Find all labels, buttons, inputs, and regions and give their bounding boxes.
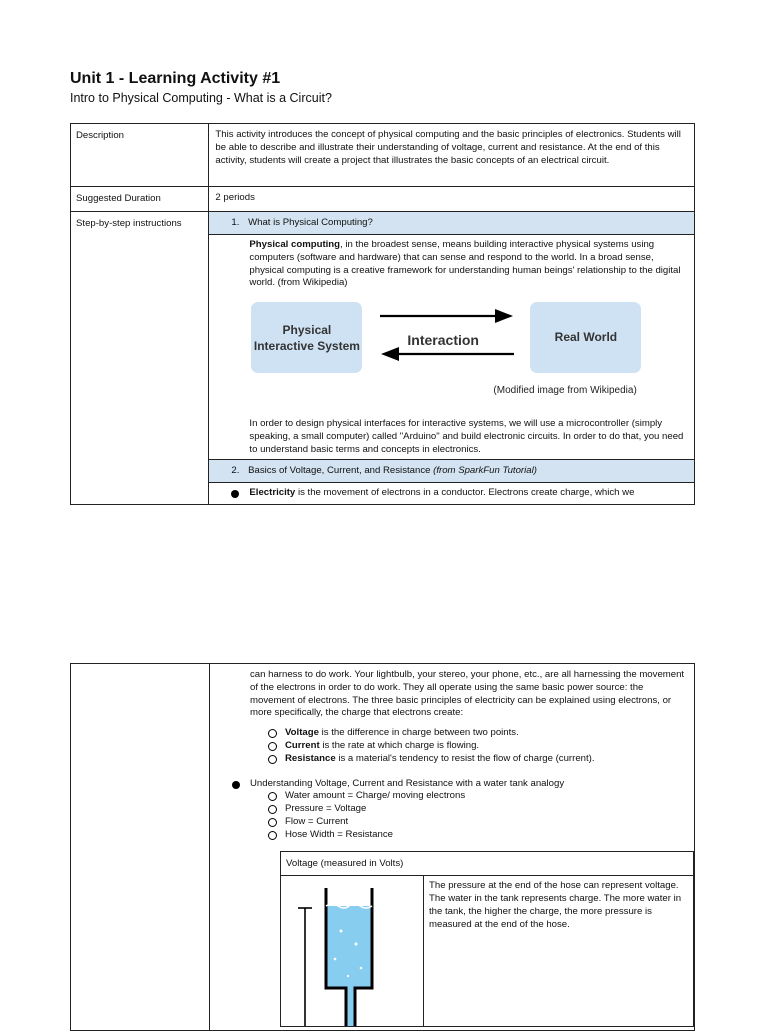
diagram-box-real-world: Real World [530, 302, 641, 373]
analogy-text: Flow = Current [285, 815, 349, 827]
step2-title: Basics of Voltage, Current, and Resistance [248, 464, 431, 476]
water-tank-illustration [281, 876, 424, 1027]
water-tank-icon [281, 876, 423, 1026]
principle-text: is the rate at which charge is flowing. [319, 739, 480, 751]
diagram-caption: (Modified image from Wikipedia) [493, 385, 637, 397]
analogy-list [210, 790, 694, 841]
principle-term: Resistance [285, 752, 336, 764]
principle-text: is the difference in charge between two points. [318, 727, 519, 739]
description-text: This activity introduces the concept of physical computing and the basic principles of electronics. Students will be able to describe and illustrate their understanding of voltage, current and resistance. At the end of this activity, students will create a project that illustrates the basic concepts of an electrical circuit. [209, 124, 695, 187]
principle-resistance [210, 753, 694, 766]
page-subtitle: Intro to Physical Computing - What is a Circuit? [70, 91, 332, 105]
page-title: Unit 1 - Learning Activity #1 [70, 70, 281, 87]
analogy-text: Water amount = Charge/ moving electrons [285, 790, 466, 802]
step1-header [209, 212, 695, 235]
analogy-item [210, 816, 694, 829]
physical-computing-definition: , in the broadest sense, means building interactive physical systems using computers (software and hardware) that can sense and respond to the world. In a broad sense, physical computing is a creative framework for understanding human beings' relationship to the digital world. (from Wikipedia) [249, 239, 681, 289]
step2-source: (from SparkFun Tutorial) [433, 464, 537, 476]
duration-row [71, 187, 695, 212]
step2-header [209, 459, 695, 482]
duration-label: Suggested Duration [71, 187, 209, 212]
steps-label: Step-by-step instructions [71, 212, 209, 505]
analogy-item [210, 790, 694, 803]
ring-bullet-icon [268, 792, 277, 801]
activity-table [70, 123, 695, 505]
step1-closing: In order to design physical interfaces for interactive systems, we will use a microcontroller (simply speaking, a small computer) called "Arduino" and build electronic circuits. In order to do that, you need to understand basic terms and concepts in electronics. [249, 418, 684, 455]
electricity-continued: can harness to do work. Your lightbulb, your stereo, your phone, etc., are all harnessing the movement of the electrons in order to do work. They all operate using the same basic power source: the movement of electrons. The three basic principles of electricity can be explained using electrons, or more specifically, the charge that electrons create: [250, 669, 685, 719]
description-row [71, 124, 695, 187]
step1-number: 1. [231, 217, 240, 228]
analogy-text: Pressure = Voltage [285, 803, 367, 815]
interaction-diagram [209, 298, 694, 410]
bullet-icon [231, 490, 239, 498]
principle-current [210, 740, 694, 753]
electricity-bullet [209, 482, 695, 505]
voltage-header: Voltage (measured in Volts) [281, 851, 694, 876]
continued-body [210, 664, 695, 1031]
ring-bullet-icon [268, 805, 277, 814]
duration-value: 2 periods [209, 187, 695, 212]
principles-list [210, 727, 694, 765]
step1-body [209, 235, 695, 460]
physical-computing-term: Physical computing [249, 239, 341, 250]
principle-voltage [210, 727, 694, 740]
ring-bullet-icon [268, 729, 277, 738]
voltage-explanation: The pressure at the end of the hose can represent voltage. The water in the tank represents charge. The more water in the tank, the higher the charge, the more pressure is measured at the end of the hose. [424, 876, 694, 1027]
steps-row [71, 212, 695, 235]
step2-number: 2. [231, 464, 240, 476]
principle-term: Voltage [285, 727, 319, 739]
electricity-text: is the movement of electrons in a conductor. Electrons create charge, which we [295, 486, 635, 498]
analogy-item [210, 803, 694, 816]
ring-bullet-icon [268, 831, 277, 840]
ring-bullet-icon [268, 818, 277, 827]
ring-bullet-icon [268, 755, 277, 764]
principle-text: is a material's tendency to resist the flow of charge (current). [335, 752, 595, 764]
step1-title: What is Physical Computing? [248, 217, 373, 228]
continued-label-cell [71, 664, 210, 1031]
analogy-title: Understanding Voltage, Current and Resistance with a water tank analogy [250, 777, 565, 789]
step1-definition [209, 239, 694, 290]
bullet-electricity [209, 487, 694, 500]
diagram-box-physical-system: Physical Interactive System [251, 302, 362, 373]
arrow-right-icon [495, 309, 513, 323]
arrow-left-icon [381, 347, 399, 361]
bullet-analogy [210, 778, 694, 791]
bullet-icon [232, 781, 240, 789]
principle-term: Current [285, 739, 320, 751]
description-label: Description [71, 124, 209, 187]
analogy-text: Hose Width = Resistance [285, 828, 393, 840]
electricity-term: Electricity [249, 486, 296, 498]
voltage-table [280, 851, 694, 1028]
diagram-interaction-label: Interaction [407, 332, 479, 349]
activity-table-continued [70, 663, 695, 1031]
analogy-item [210, 829, 694, 842]
ring-bullet-icon [268, 742, 277, 751]
